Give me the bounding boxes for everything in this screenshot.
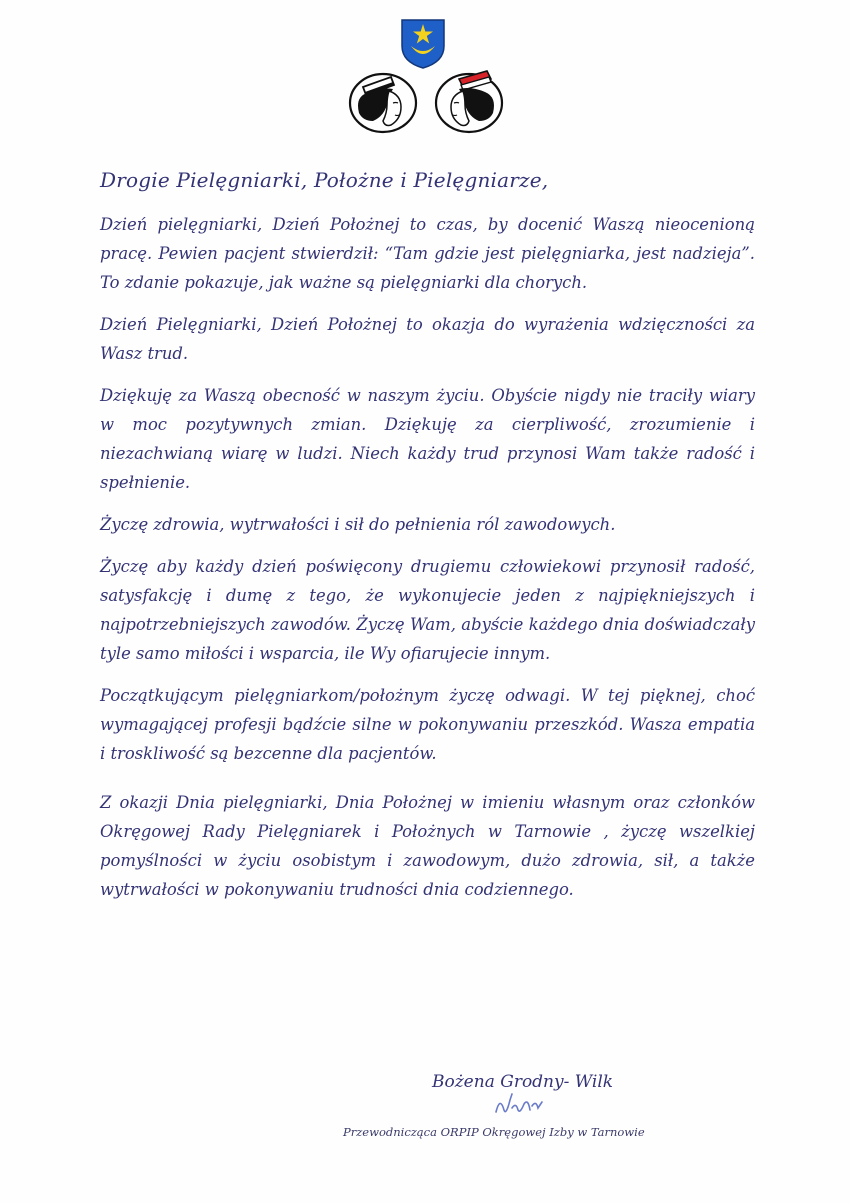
nurse-logo-red-cap-icon bbox=[433, 65, 505, 135]
letter-greeting: Drogie Pielęgniarki, Położne i Pielęgniarze, bbox=[100, 168, 549, 192]
signature-name: Bożena Grodny- Wilk bbox=[432, 1072, 614, 1092]
nurse-logo-icon bbox=[347, 65, 419, 135]
letter-paragraph: Z okazji Dnia pielęgniarki, Dnia Położnej w imieniu własnym oraz członków Okręgowej Rady Pielęgniarek i Położnych w Tarnowie , życzę wszelkiej pomyślności w życiu osobistym i zawodowym, dużo zdrowia, sił, a także wytrwałości w pokonywaniu trudności dnia codziennego. bbox=[100, 793, 755, 899]
letter-paragraph: Dzień Pielęgniarki, Dzień Położnej to okazja do wyrażenia wdzięczności za Wasz trud. bbox=[100, 315, 755, 363]
signature-title: Przewodnicząca ORPIP Okręgowej Izby w Tarnowie bbox=[343, 1125, 645, 1139]
letter-paragraph: Dziękuję za Waszą obecność w naszym życiu. Obyście nigdy nie traciły wiary w moc pozytywnych zmian. Dziękuję za cierpliwość, zrozumienie i niezachwianą wiarę w ludzi. Niech każdy trud przynosi Wam także radość i spełnienie. bbox=[100, 386, 755, 492]
letter-paragraph: Życzę zdrowia, wytrwałości i sił do pełnienia ról zawodowych. bbox=[100, 515, 616, 534]
letter-paragraph: Dzień pielęgniarki, Dzień Położnej to czas, by docenić Waszą nieocenioną pracę. Pewien pacjent stwierdził: “Tam gdzie jest pielęgniarka, jest nadzieja”. To zdanie pokazuje, jak ważne są pielęgniarki dla chorych. bbox=[100, 215, 755, 292]
handwritten-signature-icon bbox=[492, 1090, 554, 1118]
tarnow-crest-icon bbox=[398, 16, 448, 70]
letter-paragraph: Życzę aby każdy dzień poświęcony drugiemu człowiekowi przynosił radość, satysfakcję i dumę z tego, że wykonujecie jeden z najpiękniejszych i najpotrzebniejszych zawodów. Życzę Wam, abyście każdego dnia doświadczały tyle samo miłości i wsparcia, ile Wy ofiarujecie innym. bbox=[100, 557, 755, 663]
letter-paragraph: Początkującym pielęgniarkom/położnym życzę odwagi. W tej pięknej, choć wymagającej profesji bądźcie silne w pokonywaniu przeszkód. Wasza empatia i troskliwość są bezcenne dla pacjentów. bbox=[100, 686, 755, 763]
letter-body bbox=[100, 168, 755, 917]
